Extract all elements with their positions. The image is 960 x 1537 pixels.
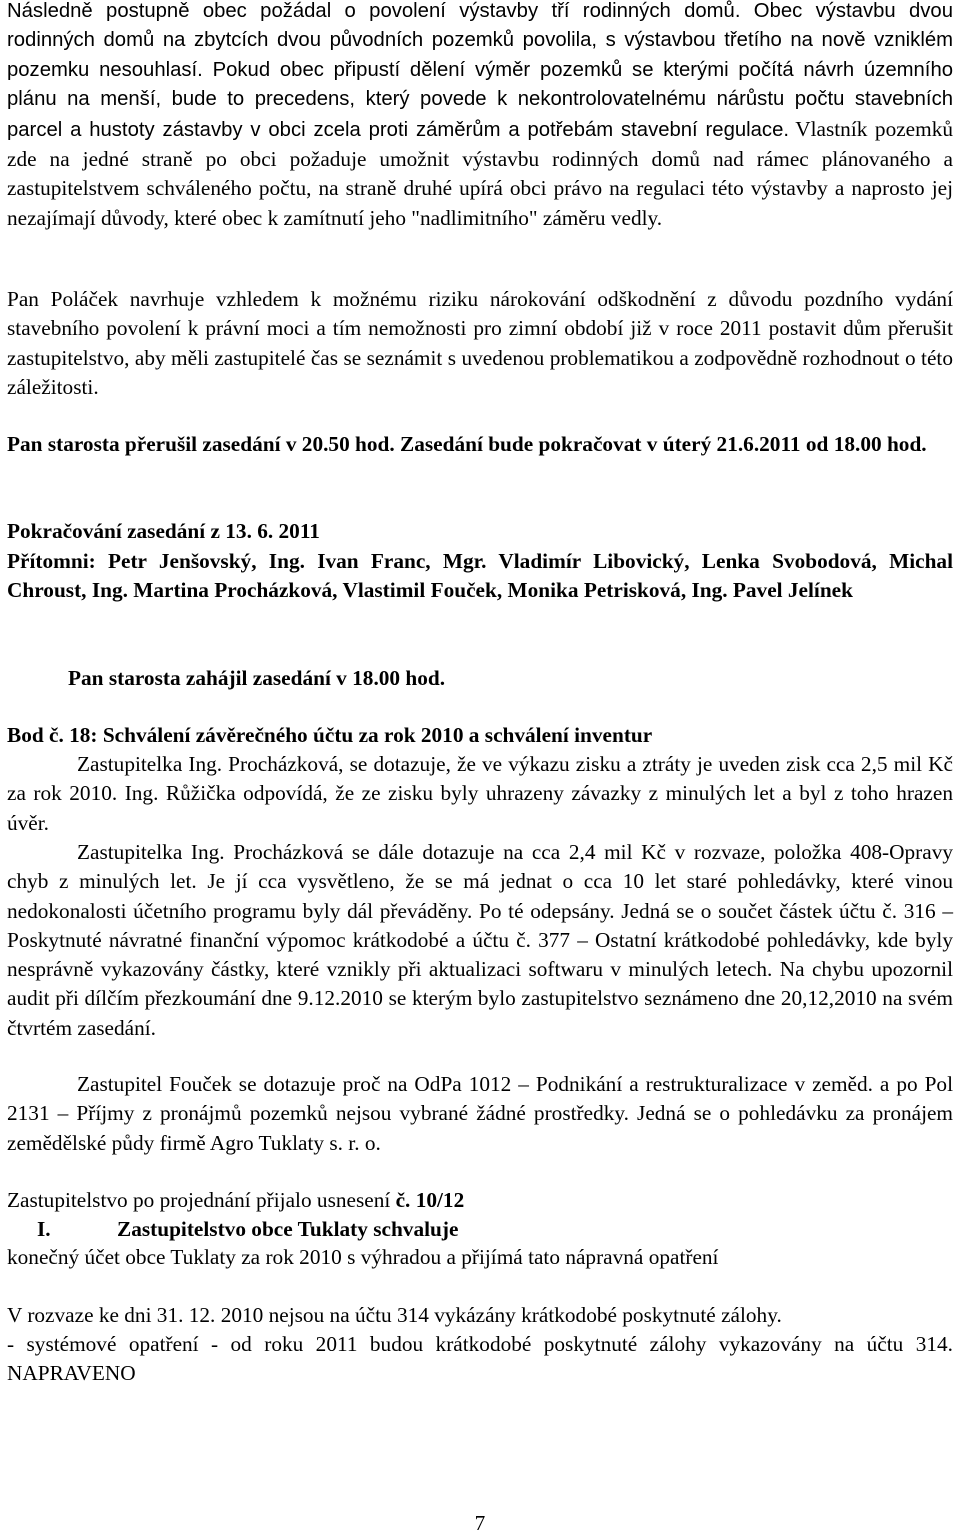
remedy-line-1: V rozvaze ke dni 31. 12. 2010 nejsou na účtu 314 vykázány krátkodobé poskytnuté zálohy.: [7, 1303, 782, 1327]
continuation-title: Pokračování zasedání z 13. 6. 2011: [7, 519, 320, 543]
attendance-list: Přítomni: Petr Jenšovský, Ing. Ivan Franc, Mgr. Vladimír Libovický, Lenka Svobodová, Michal Chroust, Ing. Martina Procházková, Vlastimil Fouček, Monika Petrisková, Ing. Pavel Jelínek: [7, 549, 953, 603]
resolution-heading: Zastupitelstvo obce Tuklaty schvaluje: [117, 1217, 459, 1241]
resolution-text: konečný účet obce Tuklaty za rok 2010 s výhradou a přijímá tato nápravná opatření: [7, 1245, 719, 1269]
resolution-roman-numeral: I.: [37, 1217, 51, 1241]
agenda-item-title: Bod č. 18: Schválení závěrečného účtu za rok 2010 a schválení inventur: [7, 723, 653, 747]
paragraph-sans-text: Následně postupně obec požádal o povolení výstavby tří rodinných domů. Obec výstavbu dvou rodinných domů na zbytcích dvou původních pozemků povolila, s výstavbou třetího na nově vzniklém pozemku nesouhlasí. Pokud obec připustí dělení výměr pozemků se kterými počítá návrh územního plánu na menší, bude to precedens, který povede k nekontrolovatelnému nárůstu počtu stavebních parcel a hustoty zástavby v obci zcela proti záměrům a potřebám stavební regulace.: [7, 0, 953, 141]
session-opened-note: Pan starosta zahájil zasedání v 18.00 hod.: [68, 666, 446, 690]
agenda-paragraph-1: Zastupitelka Ing. Procházková, se dotazuje, že ve výkazu zisku a ztráty je uveden zisk cca 2,5 mil Kč za rok 2010. Ing. Růžička odpovídá, že ze zisku byly uhrazeny závazky z minulých let a byl z toho hrazen úvěr.: [7, 752, 953, 835]
remedy-line-2: - systémové opatření - od roku 2011 budou krátkodobé poskytnuté zálohy vykazovány na účtu 314. NAPRAVENO: [7, 1332, 953, 1386]
resolution-intro: [7, 1186, 953, 1215]
agenda-paragraph-2: Zastupitelka Ing. Procházková se dále dotazuje na cca 2,4 mil Kč v rozvaze, položka 408-Opravy chyb z minulých let. Je jí cca vysvětleno, že se má jednat o cca 10 let staré pohledávky, které vinou nedokonalosti účetního programu byly dál převáděny. Po té odepsány. Jedná se o součet částek účtu č. 316 – Poskytnuté návratné finanční výpomoc krátkodobé a účtu č. 377 – Ostatní krátkodobé pohledávky, kde byly nesprávně vykazovány částky, které vznikly při aktualizaci softwaru v minulých letech. Na chybu upozornil audit při dílčím přezkoumání dne 9.12.2010 se kterým bylo zastupitelstvo seznámeno dne 20,12,2010 na svém čtvrtém zasedání.: [7, 840, 953, 1040]
resolution-number: č. 10/12: [395, 1188, 465, 1212]
page-number: 7: [474, 1511, 486, 1535]
paragraph-polacek-proposal: Pan Poláček navrhuje vzhledem k možnému riziku nárokování odškodnění z důvodu pozdního vydání stavebního povolení k právní moci a tím nemožnosti pro zimní období již v roce 2011 postavit dům přerušit zastupitelstvo, aby měli zastupitelé čas se seznámit s uvedenou problematikou a zodpovědně rozhodnout o této záležitosti.: [7, 287, 953, 399]
paragraph-land-division: [7, 0, 953, 233]
resolution-intro-text: Zastupitelstvo po projednání přijalo usnesení: [7, 1188, 396, 1212]
agenda-paragraph-3: Zastupitel Fouček se dotazuje proč na OdPa 1012 – Podnikání a restrukturalizace v zeměd. a po Pol 2131 – Příjmy z pronájmů pozemků nejsou vybrané žádné prostředky. Jedná se o pohledávku za pronájem zemědělské půdy firmě Agro Tuklaty s. r. o.: [7, 1072, 953, 1155]
session-interrupted-note: Pan starosta přerušil zasedání v 20.50 hod. Zasedání bude pokračovat v úterý 21.6.2011 od 18.00 hod.: [7, 432, 927, 456]
paragraph-serif-text: Vlastník pozemků zde na jedné straně po obci požaduje umožnit výstavbu rodinných domů nad rámec plánovaného a zastupitelstvem schváleného počtu, na straně druhé upírá obci právo na regulaci této výstavby a naprosto jej nezajímají důvody, které obec k zamítnutí jeho "nadlimitního" záměru vedly.: [7, 116, 953, 230]
